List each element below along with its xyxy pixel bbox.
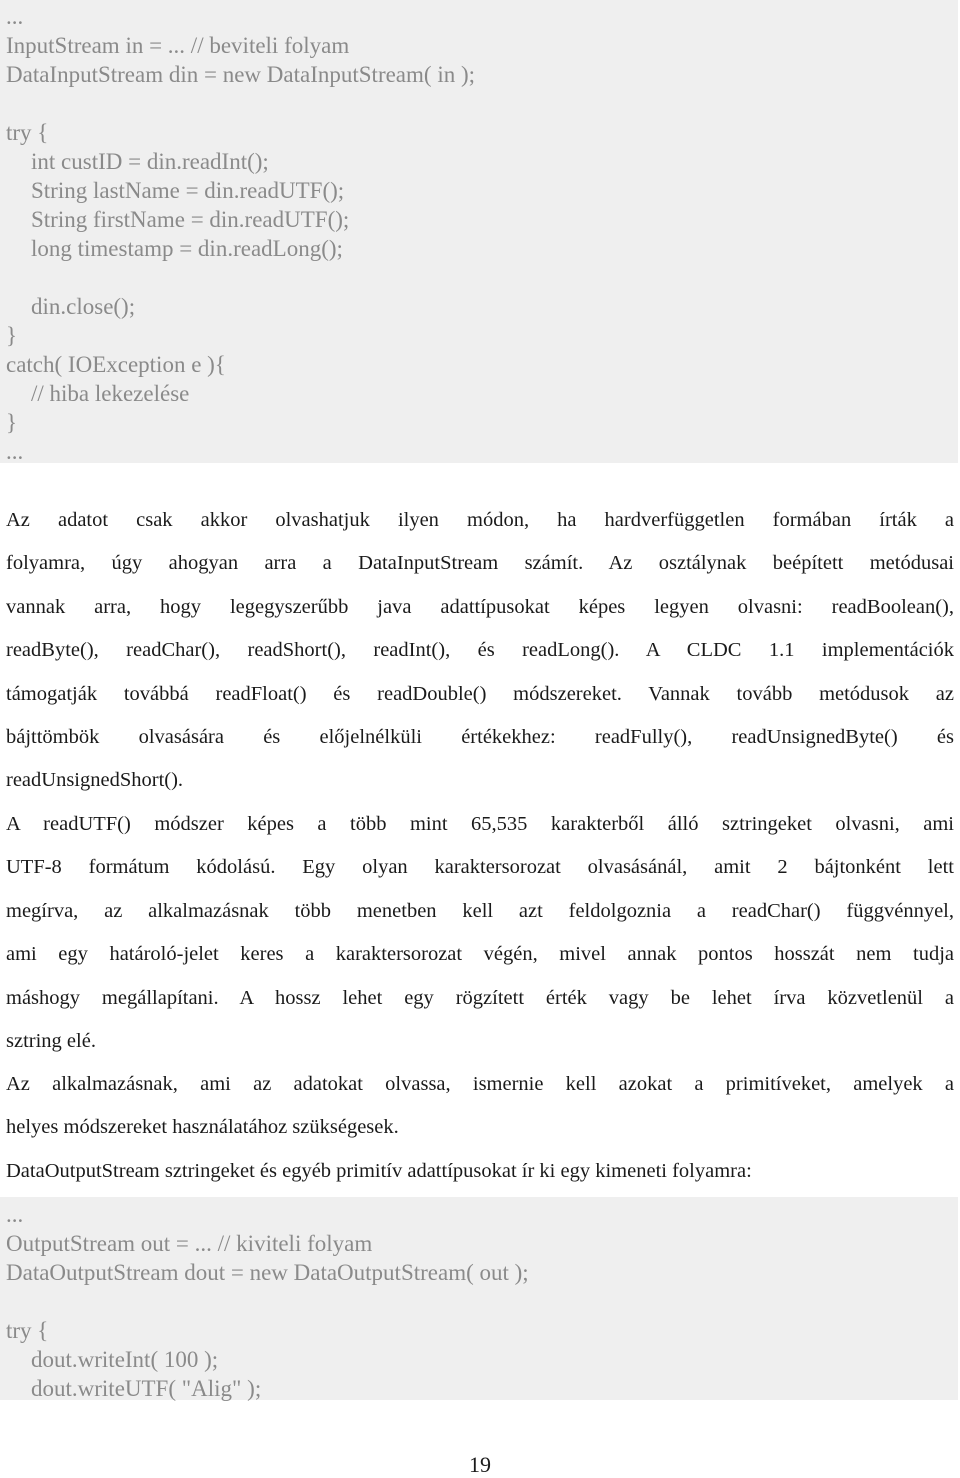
text-line: bájttömbök olvasására és előjelnélküli értékekhez: readFully(), readUnsignedByte() és [6, 725, 954, 748]
text-line: máshogy megállapítani. A hossz lehet egy rögzített érték vagy be lehet írva közvetlenül a [6, 986, 954, 1009]
code-line: ... [6, 1202, 24, 1227]
code-line: din.close(); [31, 294, 136, 319]
paragraph-datainputstream [6, 499, 954, 803]
code-line: String lastName = din.readUTF(); [31, 178, 345, 203]
code-line: InputStream in = ... // beviteli folyam [6, 33, 350, 58]
code-line: try { [6, 120, 49, 145]
text-line: readByte(), readChar(), readShort(), readInt(), és readLong(). A CLDC 1.1 implementációk [6, 639, 954, 662]
code-line: int custID = din.readInt(); [31, 149, 269, 174]
text-line: readUnsignedShort(). [6, 769, 184, 792]
text-line: Az adatot csak akkor olvashatjuk ilyen módon, ha hardverfüggetlen formában írták a [6, 509, 954, 531]
text-line: támogatják továbbá readFloat() és readDouble() módszereket. Vannak tovább metódusok az [6, 682, 954, 705]
paragraph-readutf [6, 803, 954, 1063]
text-line: helyes módszereket használatához szükségesek. [6, 1116, 399, 1139]
code-line: ... [6, 4, 24, 29]
text-line: folyamra, úgy ahogyan arra a DataInputStream számít. Az osztálynak beépített metódusai [6, 552, 954, 575]
text-line: Az alkalmazásnak, ami az adatokat olvassa, ismernie kell azokat a primitíveket, amelyek a [6, 1073, 954, 1095]
paragraph-dataoutputstream [6, 1150, 954, 1193]
code-block-output-stream [0, 1197, 958, 1400]
text-line: A readUTF() módszer képes a több mint 65,535 karakterből álló sztringeket olvasni, ami [6, 813, 954, 835]
code-line: String firstName = din.readUTF(); [31, 207, 350, 232]
code-line: DataOutputStream dout = new DataOutputStream( out ); [6, 1260, 529, 1285]
code-line: ... [6, 439, 24, 464]
code-line: DataInputStream din = new DataInputStream( in ); [6, 62, 476, 87]
paragraph-primitives [6, 1063, 954, 1150]
text-line: megírva, az alkalmazásnak több menetben kell azt feldolgoznia a readChar() függvénnyel, [6, 899, 954, 922]
code-line: catch( IOException e ){ [6, 352, 226, 377]
text-line: sztring elé. [6, 1029, 96, 1052]
text-line: ami egy határoló-jelet keres a karaktersorozat végén, mivel annak pontos hosszát nem tudja [6, 943, 954, 966]
text-line: DataOutputStream sztringeket és egyéb primitív adattípusokat ír ki egy kimeneti folyamra: [6, 1160, 752, 1182]
code-line: // hiba lekezelése [31, 381, 190, 406]
code-line: OutputStream out = ... // kiviteli folyam [6, 1231, 373, 1256]
text-line: UTF-8 formátum kódolású. Egy olyan karaktersorozat olvasásánál, amit 2 bájtonként lett [6, 856, 954, 879]
text-line: vannak arra, hogy legegyszerűbb java adattípusokat képes legyen olvasni: readBoolean(), [6, 595, 954, 618]
code-line: } [6, 410, 18, 435]
code-line [6, 263, 958, 292]
code-line: try { [6, 1318, 49, 1343]
code-line [6, 1287, 958, 1316]
code-line: long timestamp = din.readLong(); [31, 236, 343, 261]
code-line: dout.writeUTF( "Alig" ); [31, 1376, 262, 1401]
code-line [6, 89, 958, 118]
code-block-input-stream [0, 0, 958, 463]
page-number: 19 [469, 1452, 491, 1477]
code-line: dout.writeInt( 100 ); [31, 1347, 219, 1372]
code-line: } [6, 323, 18, 348]
